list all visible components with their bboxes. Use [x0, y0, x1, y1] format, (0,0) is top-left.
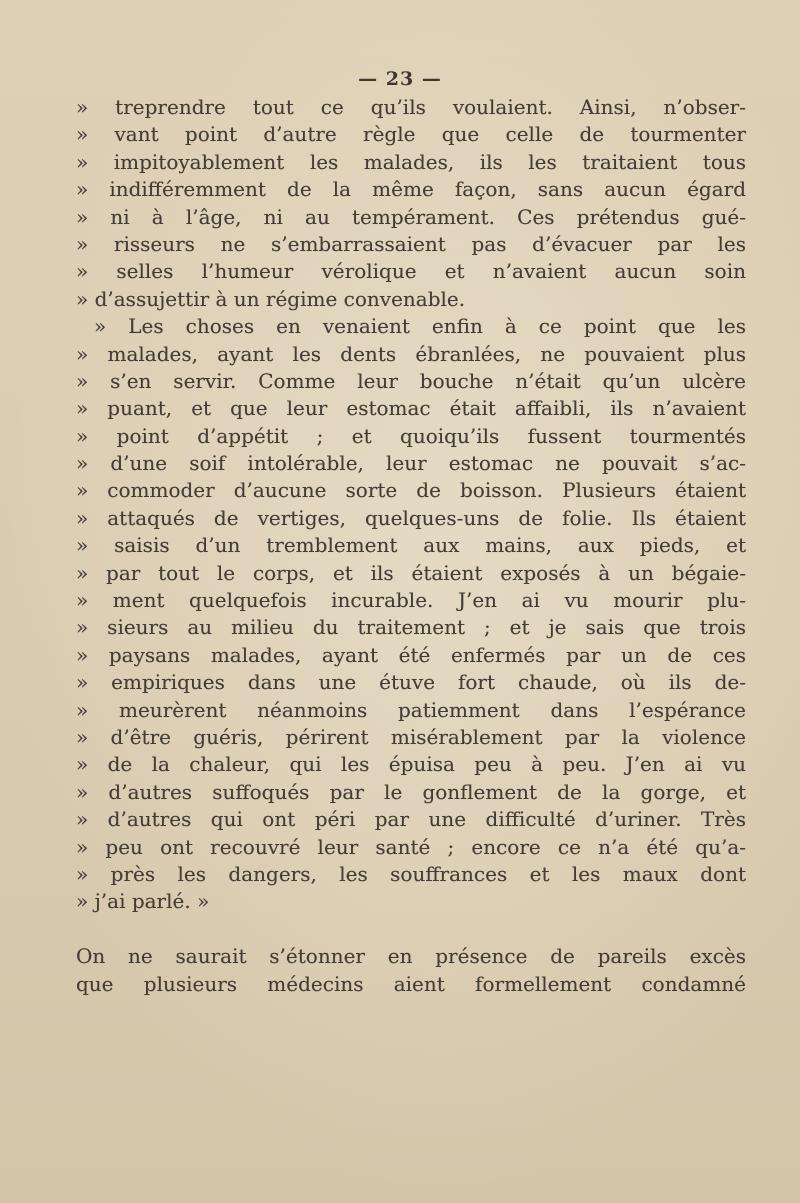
text-line: » saisis d’un tremblement aux mains, aux pieds, et [76, 533, 746, 558]
text-line: » d’autres qui ont péri par une difficulté d’uriner. Très [76, 807, 746, 832]
text-line: » s’en servir. Comme leur bouche n’était qu’un ulcère [76, 368, 746, 393]
text-line: » impitoyablement les malades, ils les traitaient tous [76, 149, 746, 174]
text-line: » de la chaleur, qui les épuisa peu à peu. J’en ai vu [76, 752, 746, 777]
text-line: » ni à l’âge, ni au tempérament. Ces prétendus gué- [76, 204, 746, 229]
text-line: » d’autres suffoqués par le gonflement de la gorge, et [76, 779, 746, 804]
text-line: que plusieurs médecins aient formellement condamné [76, 971, 746, 996]
text-line: » meurèrent néanmoins patiemment dans l’espérance [76, 697, 746, 722]
text-line: » Les choses en venaient enfin à ce point que les [94, 314, 746, 339]
text-line: » risseurs ne s’embarrassaient pas d’évacuer par les [76, 231, 746, 256]
text-line: » attaqués de vertiges, quelques-uns de folie. Ils étaient [76, 505, 746, 530]
text-line: » sieurs au milieu du traitement ; et je sais que trois [76, 615, 746, 640]
blank-line [76, 916, 746, 943]
text-line: » d’être guéris, périrent misérablement par la violence [76, 724, 746, 749]
text-line: » empiriques dans une étuve fort chaude, où ils de- [76, 670, 746, 695]
text-line: » près les dangers, les souffrances et les maux dont [76, 861, 746, 886]
text-line: » peu ont recouvré leur santé ; encore ce n’a été qu’a- [76, 834, 746, 859]
text-line: » vant point d’autre règle que celle de tourmenter [76, 122, 746, 147]
text-line: » selles l’humeur vérolique et n’avaient aucun soin [76, 259, 746, 284]
text-line: » puant, et que leur estomac était affaibli, ils n’avaient [76, 396, 746, 421]
text-line: » ment quelquefois incurable. J’en ai vu mourir plu- [76, 588, 746, 613]
body-text [76, 94, 746, 998]
text-line: » malades, ayant les dents ébranlées, ne pouvaient plus [76, 341, 746, 366]
text-line: » commoder d’aucune sorte de boisson. Plusieurs étaient [76, 478, 746, 503]
page-number: — 23 — [358, 68, 442, 90]
text-line: » point d’appétit ; et quoiqu’ils fussent tourmentés [76, 423, 746, 448]
text-line: » d’une soif intolérable, leur estomac ne pouvait s’ac- [76, 451, 746, 476]
text-line: » par tout le corps, et ils étaient exposés à un bégaie- [76, 560, 746, 585]
text-line: » indifféremment de la même façon, sans aucun égard [76, 177, 746, 202]
text-line: » paysans malades, ayant été enfermés par un de ces [76, 642, 746, 667]
text-line: » d’assujettir à un régime convenable. [76, 286, 466, 311]
text-line: » treprendre tout ce qu’ils voulaient. Ainsi, n’obser- [76, 95, 746, 119]
text-line: » j’ai parlé. » [76, 889, 210, 914]
text-line: On ne saurait s’étonner en présence de pareils excès [76, 944, 746, 969]
